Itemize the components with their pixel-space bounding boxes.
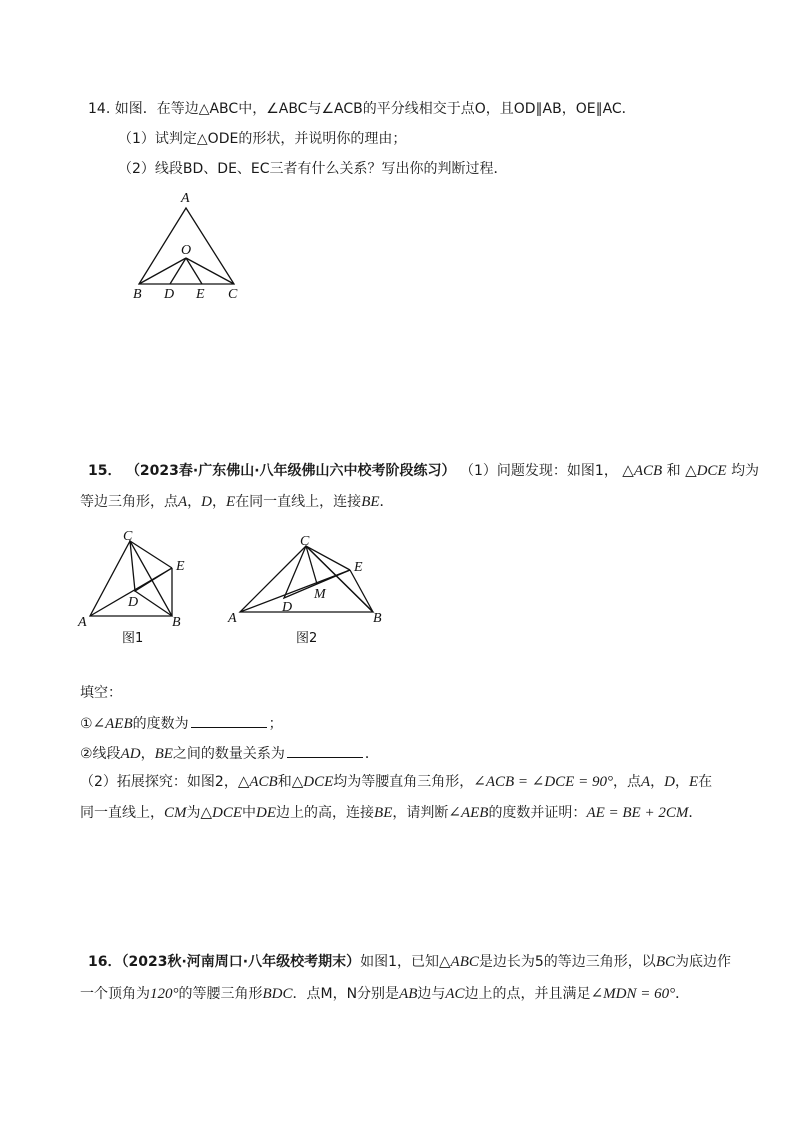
- q15-fig1-caption: 图1: [122, 631, 144, 646]
- q15-p3-text-b: 为: [186, 805, 201, 821]
- q15-part1-intro: （1）问题发现：如图1，: [460, 463, 618, 479]
- q16-line2-text-e: 边上的点，并且满足: [464, 986, 591, 1002]
- q15-fig2-caption: 图2: [296, 631, 318, 646]
- q15-p2-text-b: 均为等腰直角三角形，: [333, 774, 474, 790]
- q15-fill1-number: ①: [80, 716, 93, 732]
- q15-fill1-end: ；: [268, 716, 283, 732]
- q15-fig2-label-m: M: [314, 587, 326, 602]
- q15-p2-point-e: E: [688, 774, 699, 790]
- q15-p3-end: ．: [688, 805, 703, 821]
- q15-p2-tri-dce: △DCE: [291, 774, 334, 790]
- q15-p3-tri-dce: △DCE: [200, 805, 243, 821]
- q15-p2-text-c: ，点: [612, 774, 641, 790]
- q15-fig2-segment-ae: [240, 570, 350, 612]
- q15-fig1-label-b: B: [172, 615, 181, 630]
- q15-p2-text-d: 在: [698, 774, 713, 790]
- q14-stem: 14. 如图．在等边△ABC中，∠ABC与∠ACB的平分线相交于点O，且OD∥AB，OE∥AC．: [88, 101, 636, 117]
- q16-tri-abc: △ABC: [439, 954, 479, 970]
- q15-fig2-label-a: A: [228, 611, 237, 626]
- q16-number: 16．: [88, 954, 122, 970]
- q15-p3-be: BE: [374, 805, 393, 821]
- q16-ac: AC: [445, 986, 465, 1002]
- q15-fig1-label-d: D: [128, 595, 139, 610]
- q15-p3-equation: AE = BE + 2CM: [586, 805, 689, 821]
- q15-p2-point-a: A: [640, 774, 651, 790]
- q16-line2-end: ．: [675, 986, 690, 1002]
- q16-line2: [80, 984, 689, 1004]
- q15-fig1-label-e: E: [176, 559, 185, 574]
- q15-fill1-angle: ∠AEB: [92, 716, 133, 732]
- q15-fill1-text: 的度数为: [132, 716, 189, 732]
- q16-source: （2023秋·河南周口·八年级校考期末）: [121, 954, 361, 970]
- q15-fig2-segment-eb: [350, 570, 373, 612]
- q15-equil: 均为: [731, 463, 760, 479]
- q15-fig2-label-d: D: [282, 600, 293, 615]
- q14-part2: （2）线段BD、DE、EC三者有什么关系？写出你的判断过程．: [118, 161, 508, 177]
- q15-point-e: E: [226, 494, 236, 510]
- q15-p2-text-a: （2）拓展探究：如图2，: [80, 774, 238, 790]
- q14-label-a: A: [181, 191, 190, 206]
- q15-part2-line1: [80, 772, 712, 792]
- q15-segment-be: BE: [361, 494, 380, 510]
- q15-fill-title: 填空：: [80, 685, 122, 701]
- q15-period: ．: [379, 494, 394, 510]
- q14-part1: （1）试判定△ODE的形状，并说明你的理由；: [118, 131, 407, 147]
- q15-p2-comma: ，: [650, 774, 665, 790]
- q16-line2-text-d: 边与: [417, 986, 446, 1002]
- q15-p3-text-d: 边上的高，连接: [276, 805, 375, 821]
- q15-fill2-be: BE: [154, 746, 173, 762]
- q16-line2-text-a: 一个顶角为: [80, 986, 150, 1002]
- q15-fill2-blank[interactable]: [287, 743, 363, 758]
- q15-fig2-label-c: C: [300, 534, 310, 549]
- q14-label-b: B: [133, 287, 142, 302]
- q15-line2-text-b: 在同一直线上，连接: [235, 494, 362, 510]
- q15-fig1-label-c: C: [123, 529, 133, 544]
- q15-p2-equation: ∠ACB = ∠DCE = 90°: [473, 774, 613, 790]
- q15-comma: ，: [187, 494, 202, 510]
- q16-line2-text-c: ．点M，N分别是: [292, 986, 400, 1002]
- q15-p3-text-f: 的度数并证明：: [488, 805, 587, 821]
- q16-text-c: 为底边作: [674, 954, 731, 970]
- q16-bdc: BDC: [262, 986, 293, 1002]
- q15-p2-tri-acb: △ACB: [237, 774, 278, 790]
- q16-line1: [88, 952, 731, 972]
- q16-line2-text-b: 的等腰三角形: [178, 986, 263, 1002]
- q15-source: （2023春·广东佛山·八年级佛山六中校考阶段练习）: [125, 463, 456, 479]
- q15-comma: ，: [212, 494, 227, 510]
- q14-label-c: C: [228, 287, 238, 302]
- q15-fig2-triangle-acb: [240, 546, 373, 612]
- q15-p2-and: 和: [277, 774, 292, 790]
- q15-fig2-label-e: E: [354, 560, 363, 575]
- q14-label-e: E: [196, 287, 205, 302]
- q15-p2-comma: ，: [674, 774, 689, 790]
- q15-line2-text-a: 等边三角形，点: [80, 494, 178, 510]
- q16-ab: AB: [399, 986, 418, 1002]
- q15-tri-dce: △DCE: [685, 463, 727, 479]
- q15-fill2-text-a: ②线段: [80, 746, 121, 762]
- q15-p3-cm: CM: [164, 805, 187, 821]
- q16-bc: BC: [655, 954, 675, 970]
- q15-p3-text-e: ，请判断: [392, 805, 449, 821]
- q15-fill-2: [80, 743, 379, 764]
- q14-label-d: D: [164, 287, 175, 302]
- q15-number: 15．: [88, 463, 122, 479]
- q15-p3-text-c: 中: [242, 805, 257, 821]
- q15-p3-de: DE: [256, 805, 277, 821]
- q15-fill1-blank[interactable]: [191, 713, 267, 728]
- q15-fill2-comma: ，: [140, 746, 155, 762]
- q16-degree: 120°: [150, 986, 179, 1002]
- q15-point-d: D: [201, 494, 213, 510]
- q15-tri-acb: △ACB: [622, 463, 663, 479]
- q15-point-a: A: [178, 494, 188, 510]
- q14-label-o: O: [181, 243, 192, 258]
- q15-fill-1: [80, 713, 283, 734]
- q15-p2-point-d: D: [664, 774, 675, 790]
- q15-fill2-text-b: 之间的数量关系为: [172, 746, 285, 762]
- q16-text-a: 如图1，已知: [360, 954, 440, 970]
- q15-p3-text-a: 同一直线上，: [80, 805, 164, 821]
- q15-p3-angle: ∠AEB: [448, 805, 489, 821]
- q15-part2-line2: [80, 803, 702, 823]
- q15-fill2-ad: AD: [120, 746, 141, 762]
- q16-condition: ∠MDN = 60°: [590, 986, 676, 1002]
- q15-fig2-label-b: B: [373, 611, 382, 626]
- q15-fill2-end: ．: [364, 746, 379, 762]
- q15-fig1-label-a: A: [78, 615, 87, 630]
- q15-and: 和: [666, 463, 681, 479]
- q16-text-b: 是边长为5的等边三角形，以: [478, 954, 656, 970]
